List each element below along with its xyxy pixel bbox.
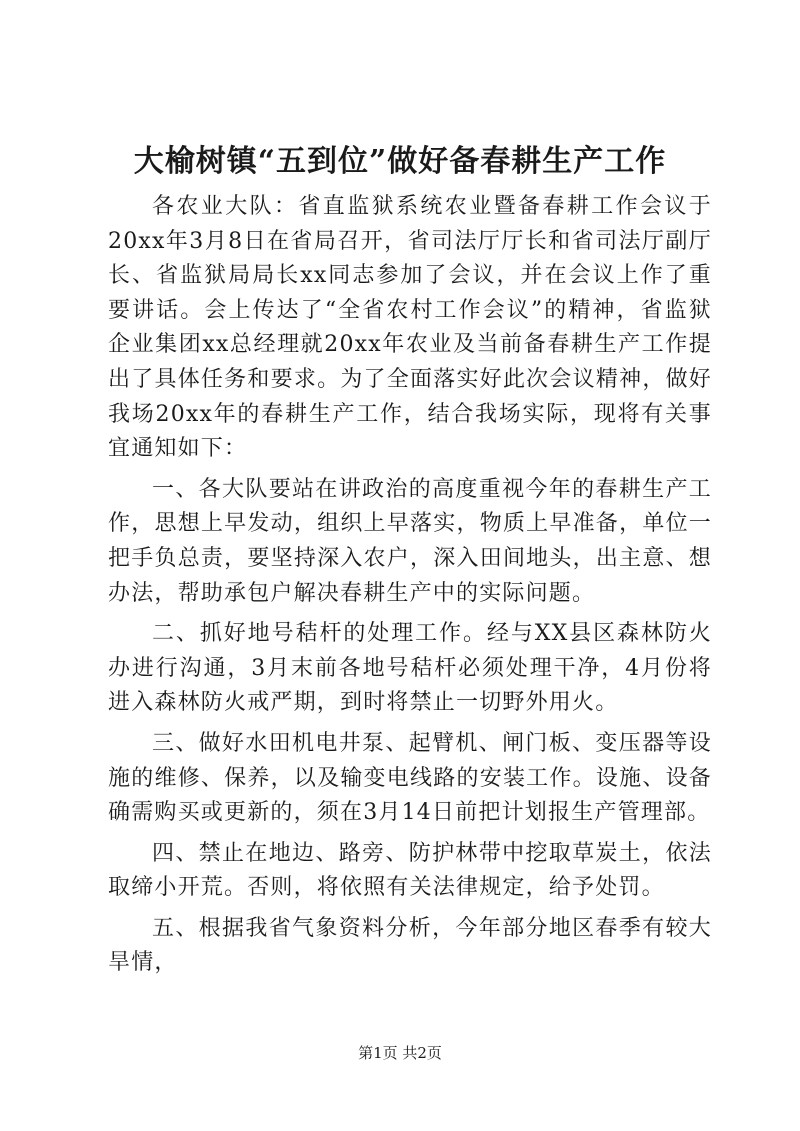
page-number-footer: 第1页 共2页 xyxy=(358,1044,442,1062)
paragraph-intro: 各农业大队：省直监狱系统农业暨备春耕工作会议于20xx年3月8日在省局召开，省司法厅厅长和省司法厅副厅长、省监狱局局长xx同志参加了会议，并在会议上作了重要讲话。会上传达了“全省农村工作会议”的精神，省监狱企业集团xx总经理就20xx年农业及当前备春耕生产工作提出了具体任务和要求。为了全面落实好此次会议精神，做好我场20xx年的春耕生产工作，结合我场实际，现将有关事宜通知如下： xyxy=(108,194,712,462)
paragraph-item-4: 四、禁止在地边、路旁、防护林带中挖取草炭土，依法取缔小开荒。否则，将依照有关法律规定，给予处罚。 xyxy=(108,840,712,901)
paragraph-item-3: 三、做好水田机电井泵、起臂机、闸门板、变压器等设施的维修、保养，以及输变电线路的安装工作。设施、设备确需购买或更新的，须在3月14日前把计划报生产管理部。 xyxy=(108,730,712,826)
document-body xyxy=(108,190,712,987)
document-title: 大榆树镇“五到位”做好备春耕生产工作 xyxy=(133,144,667,179)
paragraph-item-1: 一、各大队要站在讲政治的高度重视今年的春耕生产工作，思想上早发动，组织上早落实，物质上早准备，单位一把手负总责，要坚持深入农户，深入田间地头，出主意、想办法，帮助承包户解决春耕生产中的实际问题。 xyxy=(108,476,712,606)
paragraph-item-2: 二、抓好地号秸杆的处理工作。经与XX县区森林防火办进行沟通，3月末前各地号秸杆必须处理干净，4月份将进入森林防火戒严期，到时将禁止一切野外用火。 xyxy=(108,621,712,716)
paragraph-item-5: 五、根据我省气象资料分析，今年部分地区春季有较大旱情， xyxy=(108,915,712,976)
